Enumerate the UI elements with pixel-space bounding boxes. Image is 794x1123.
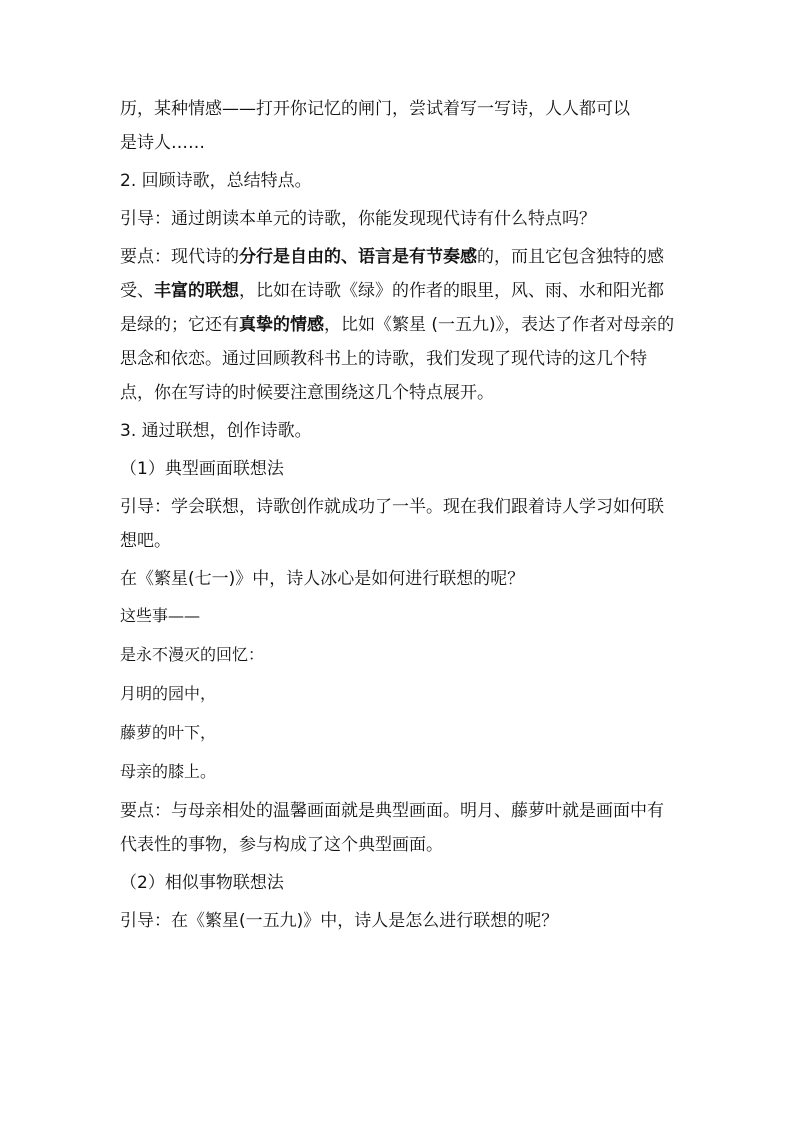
key-text-4: ，比如《繁星 (一五九)》，表达了作者对母亲的思念和依恋。通过回顾教科书上的诗歌，我们发现了现代诗的这几个特点，你在写诗的时候要注意围绕这几个特点展开。 xyxy=(120,315,675,403)
poem-line: 是永不漫灭的回忆： xyxy=(120,645,265,664)
intro-line-2: 是诗人…… xyxy=(120,133,205,153)
poem-excerpt xyxy=(120,604,680,784)
page-content xyxy=(120,92,680,938)
key-text-2: 的，而且它包含独特的感受、 xyxy=(120,247,664,301)
key-text-3: ，比如在诗歌《绿》的作者的眼里，风、雨、水和阳光都是绿的；它还有 xyxy=(120,281,664,335)
poem-line: 藤萝的叶下， xyxy=(120,723,217,742)
subsection-1-guide: 引导：学会联想，诗歌创作就成功了一半。现在我们跟着诗人学习如何联想吧。 xyxy=(120,497,664,551)
key-bold-2: 丰富的联想 xyxy=(154,281,239,301)
key-text-1: 要点：现代诗的 xyxy=(120,247,239,267)
section-2-guide: 引导：通过朗读本单元的诗歌，你能发现现代诗有什么特点吗？ xyxy=(120,209,596,229)
section-2-key-points xyxy=(120,240,680,410)
intro-line-1: 历，某种情感——打开你记忆的闸门，尝试着写一写诗，人人都可以 xyxy=(120,99,630,119)
subsection-1-key-points: 要点：与母亲相处的温馨画面就是典型画面。明月、藤萝叶就是画面中有代表性的事物，参与构成了这个典型画面。 xyxy=(120,801,664,855)
subsection-2-title: （2）相似事物联想法 xyxy=(120,873,284,893)
poem-line: 母亲的膝上。 xyxy=(120,762,217,781)
subsection-1-title: （1）典型画面联想法 xyxy=(120,459,284,479)
section-2-heading: 2. 回顾诗歌，总结特点。 xyxy=(120,171,312,191)
subsection-2-guide: 引导：在《繁星(一五九)》中，诗人是怎么进行联想的呢？ xyxy=(120,911,559,931)
key-bold-1: 分行是自由的、语言是有节奏感 xyxy=(239,247,477,267)
section-3-heading: 3. 通过联想，创作诗歌。 xyxy=(120,421,312,441)
poem-line: 这些事—— xyxy=(120,606,201,625)
poem-line: 月明的园中， xyxy=(120,684,217,703)
key-bold-3: 真挚的情感 xyxy=(239,315,324,335)
subsection-1-question: 在《繁星(七一)》中，诗人冰心是如何进行联想的呢？ xyxy=(120,569,525,589)
